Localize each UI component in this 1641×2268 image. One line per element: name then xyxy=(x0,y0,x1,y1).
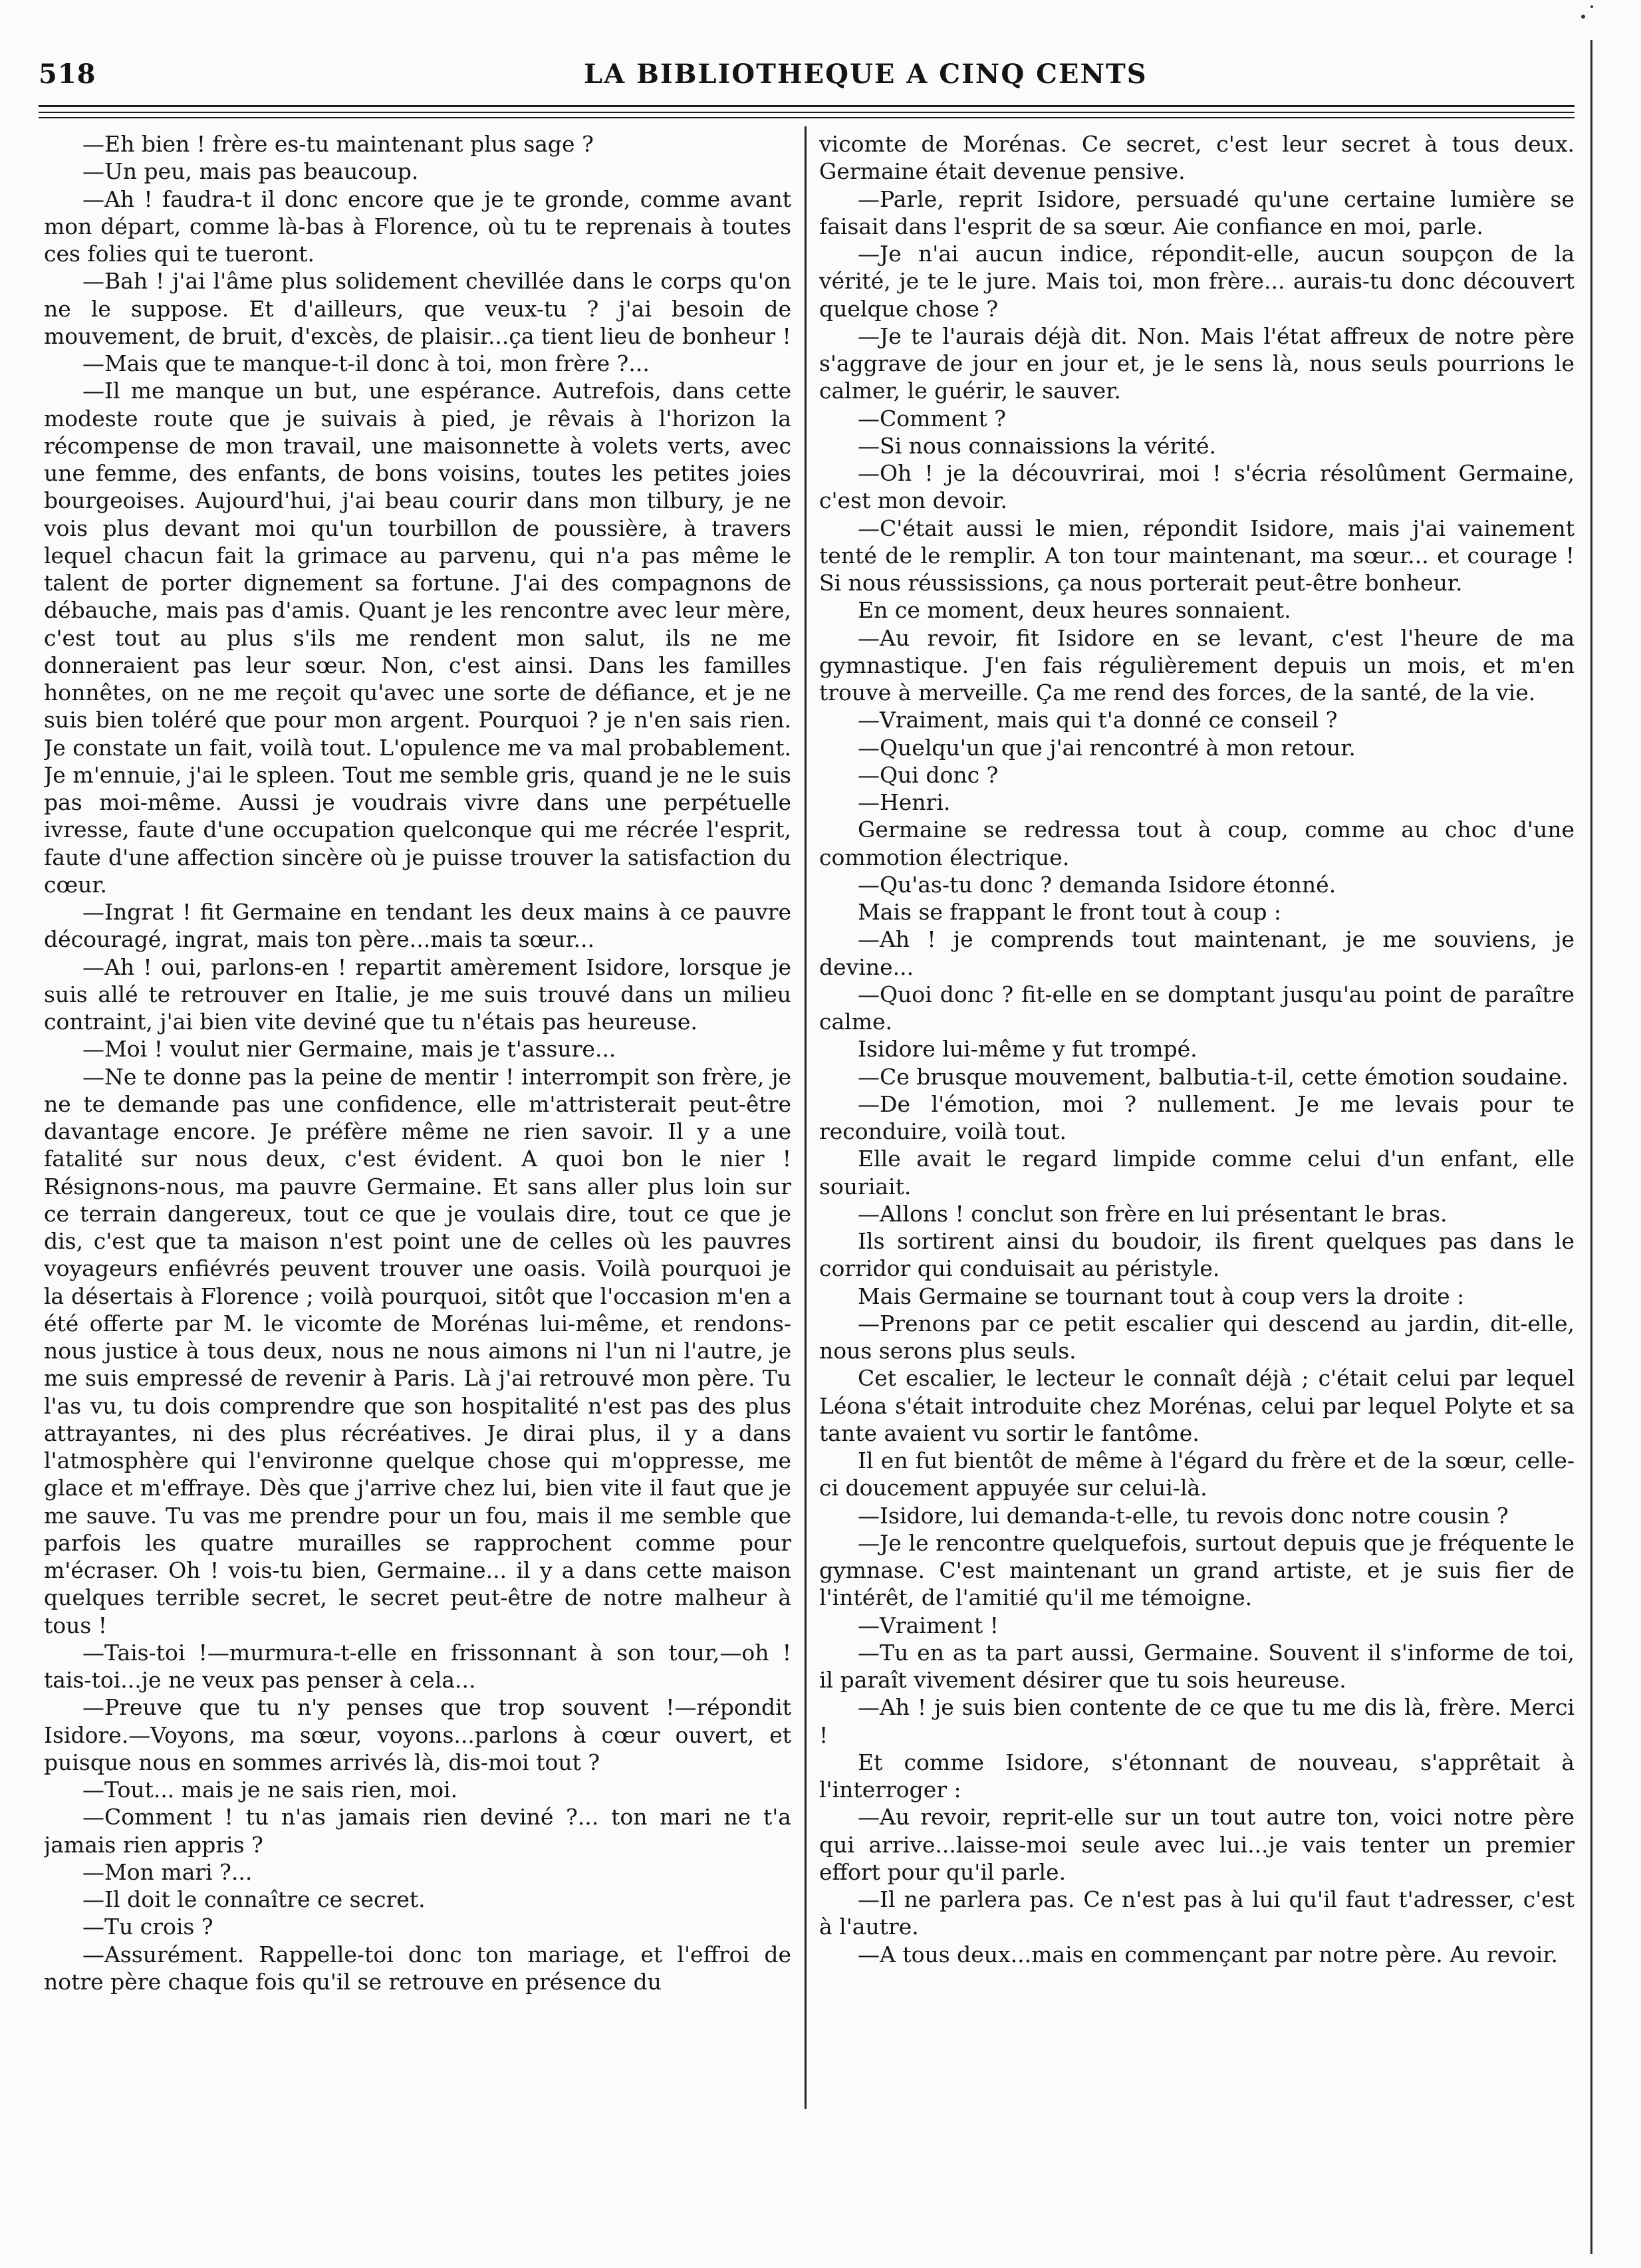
ink-speck xyxy=(1581,15,1585,19)
paragraph: vicomte de Morénas. Ce secret, c'est leur secret à tous deux. Germaine était devenue pensive. xyxy=(819,131,1575,185)
paragraph: —Vraiment, mais qui t'a donné ce conseil ? xyxy=(858,707,1338,733)
running-title: LA BIBLIOTHEQUE A CINQ CENTS xyxy=(584,59,1148,90)
paragraph: —Tu en as ta part aussi, Germaine. Souvent il s'informe de toi, il paraît vivement désirer que tu sois heureuse. xyxy=(819,1639,1575,1693)
paragraph: —Vraiment ! xyxy=(858,1612,999,1638)
paragraph: —Isidore, lui demanda-t-elle, tu revois donc notre cousin ? xyxy=(858,1502,1509,1529)
page-header xyxy=(39,59,1575,98)
left-text-column xyxy=(44,130,791,2112)
right-text-column xyxy=(819,130,1575,2112)
paragraph: Mais Germaine se tournant tout à coup vers la droite : xyxy=(858,1283,1465,1309)
paragraph: —Au revoir, reprit-elle sur un tout autre ton, voici notre père qui arrive...laisse-moi seule avec lui...je vais tenter un premier effort pour qu'il parle. xyxy=(819,1804,1575,1885)
paragraph: —Au revoir, fit Isidore en se levant, c'est l'heure de ma gymnastique. J'en fais régulièrement depuis un mois, et m'en trouve à merveille. Ça me rend des forces, de la santé, de la vie. xyxy=(819,624,1575,705)
paragraph: —C'était aussi le mien, répondit Isidore, mais j'ai vainement tenté de le remplir. A ton tour maintenant, ma sœur... et courage ! Si nous réussissions, ça nous porterait peut-être bonheur. xyxy=(819,515,1575,596)
page-number: 518 xyxy=(39,59,96,90)
paragraph: —Comment ? xyxy=(858,405,1006,432)
paragraph: —Preuve que tu n'y penses que trop souvent !—répondit Isidore.—Voyons, ma sœur, voyons...parlons à cœur ouvert, et puisque nous en sommes arrivés là, dis-moi tout ? xyxy=(44,1694,791,1775)
paragraph: —Allons ! conclut son frère en lui présentant le bras. xyxy=(858,1200,1448,1227)
paragraph: Et comme Isidore, s'étonnant de nouveau, s'apprêtait à l'interroger : xyxy=(819,1749,1575,1803)
paragraph: —Ce brusque mouvement, balbutia-t-il, cette émotion soudaine. xyxy=(858,1063,1569,1090)
ink-speck xyxy=(1590,5,1593,8)
header-rule xyxy=(39,105,1575,107)
paragraph: Mais se frappant le front tout à coup : xyxy=(858,899,1282,925)
header-rule xyxy=(39,112,1575,113)
paragraph: Elle avait le regard limpide comme celui d'un enfant, elle souriait. xyxy=(819,1146,1575,1199)
paragraph: —Oh ! je la découvrirai, moi ! s'écria résolûment Germaine, c'est mon devoir. xyxy=(819,460,1575,514)
paragraph: —Qu'as-tu donc ? demanda Isidore étonné. xyxy=(858,871,1336,898)
column-divider xyxy=(805,126,807,2109)
paragraph: —Je le rencontre quelquefois, surtout depuis que je fréquente le gymnase. C'est maintenant un grand artiste, et je suis fier de l'intérêt, de l'amitié qu'il me témoigne. xyxy=(819,1529,1575,1611)
paragraph: —Henri. xyxy=(858,789,951,815)
paragraph: —De l'émotion, moi ? nullement. Je me levais pour te reconduire, voilà tout. xyxy=(819,1090,1575,1144)
paragraph: —Prenons par ce petit escalier qui descend au jardin, dit-elle, nous serons plus seuls. xyxy=(819,1310,1575,1364)
paragraph: —Il doit le connaître ce secret. xyxy=(82,1886,426,1912)
paragraph: —Il me manque un but, une espérance. Autrefois, dans cette modeste route que je suivais à pied, je rêvais à l'horizon la récompense de mon travail, une maisonnette à volets verts, avec une femme, des enfants, de bons voisins, toutes les petites joies bourgeoises. Aujourd'hui, j'ai beau courir dans mon tilbury, je ne vois plus devant moi qu'un tourbillon de poussière, à travers lequel chacun fait la grimace au parvenu, qui n'a pas même le talent de porter dignement sa fortune. J'ai des compagnons de débauche, mais pas d'amis. Quant je les rencontre avec leur mère, c'est tout au plus s'ils me rendent mon salut, ils ne me donneraient pas leur sœur. Non, c'est ainsi. Dans les familles honnêtes, on ne me reçoit qu'avec une sorte de défiance, et je ne suis bien toléré que pour mon argent. Pourquoi ? je n'en sais rien. Je constate un fait, voilà tout. L'opulence me va mal probablement. Je m'ennuie, j'ai le spleen. Tout me semble gris, quand je ne le suis pas moi-même. Aussi je voudrais vivre dans une perpétuelle ivresse, faute d'une occupation quelconque qui me récrée l'esprit, faute d'une affection sincère où je puisse trouver la satisfaction du cœur. xyxy=(44,378,791,898)
paragraph: —Quoi donc ? fit-elle en se domptant jusqu'au point de paraître calme. xyxy=(819,981,1575,1035)
paragraph: —Qui donc ? xyxy=(858,761,999,788)
paragraph: —Quelqu'un que j'ai rencontré à mon retour. xyxy=(858,734,1356,761)
paragraph: En ce moment, deux heures sonnaient. xyxy=(858,597,1291,624)
paragraph: —Assurément. Rappelle-toi donc ton mariage, et l'effroi de notre père chaque fois qu'il se retrouve en présence du xyxy=(44,1941,791,1995)
page-edge-line xyxy=(1590,40,1592,2254)
paragraph: —Tu crois ? xyxy=(82,1914,213,1940)
paragraph: —Je te l'aurais déjà dit. Non. Mais l'état affreux de notre père s'aggrave de jour en jour et, je le sens là, nous seuls pourrions le calmer, le guérir, le sauver. xyxy=(819,322,1575,404)
paragraph: —Si nous connaissions la vérité. xyxy=(858,432,1217,459)
paragraph: —Tout... mais je ne sais rien, moi. xyxy=(82,1777,458,1803)
paragraph: —Il ne parlera pas. Ce n'est pas à lui qu'il faut t'adresser, c'est à l'autre. xyxy=(819,1886,1575,1940)
paragraph: —Ah ! faudra-t il donc encore que je te gronde, comme avant mon départ, comme là-bas à Florence, où tu te reprenais à toutes ces folies qui te tueront. xyxy=(44,186,791,267)
paragraph: —Parle, reprit Isidore, persuadé qu'une certaine lumière se faisait dans l'esprit de sa sœur. Aie confiance en moi, parle. xyxy=(819,186,1575,239)
paragraph: —Moi ! voulut nier Germaine, mais je t'assure... xyxy=(82,1036,616,1063)
paragraph: Cet escalier, le lecteur le connaît déjà ; c'était celui par lequel Léona s'était introduite chez Morénas, celui par lequel Polyte et sa tante avaient vu sortir le fantôme. xyxy=(819,1365,1575,1446)
paragraph: —Mais que te manque-t-il donc à toi, mon frère ?... xyxy=(82,350,650,376)
paragraph: —Un peu, mais pas beaucoup. xyxy=(82,158,419,185)
paragraph: —Ne te donne pas la peine de mentir ! interrompit son frère, je ne te demande pas une confidence, elle m'attristerait peut-être davantage encore. Je préfère même ne rien savoir. Il y a une fatalité sur nous deux, c'est évident. A quoi bon le nier ! Résignons-nous, ma pauvre Germaine. Et sans aller plus loin sur ce terrain dangereux, tout ce que je voulais dire, tout ce que je dis, c'est que ta maison n'est point une de celles où les pauvres voyageurs enfiévrés peuvent trouver une oasis. Voilà pourquoi je la désertais à Florence ; voilà pourquoi, sitôt que l'occasion m'en a été offerte par M. le vicomte de Morénas lui-même, et rendons-nous justice à tous deux, nous ne nous aimons ni l'un ni l'autre, je me suis empressé de revenir à Paris. Là j'ai retrouvé mon père. Tu l'as vu, tu dois comprendre que son hospitalité n'est pas des plus attrayantes, ni des plus récréatives. Je dirai plus, il y a dans l'atmosphère qui l'environne quelque chose qui m'oppresse, me glace et m'effraye. Dès que j'arrive chez lui, bien vite il faut que je me sauve. Tu vas me prendre pour un fou, mais il me semble que parfois les quatre murailles se rapprochent comme pour m'écraser. Oh ! vois-tu bien, Germaine... il y a dans cette maison quelques terrible secret, le secret peut-être de notre malheur à tous ! xyxy=(44,1063,791,1638)
paragraph: —Comment ! tu n'as jamais rien deviné ?... ton mari ne t'a jamais rien appris ? xyxy=(44,1804,791,1858)
paragraph: —Eh bien ! frère es-tu maintenant plus sage ? xyxy=(82,131,594,157)
paragraph: Isidore lui-même y fut trompé. xyxy=(858,1036,1198,1063)
paragraph: —A tous deux...mais en commençant par notre père. Au revoir. xyxy=(858,1941,1558,1967)
paragraph: —Tais-toi !—murmura-t-elle en frissonnant à son tour,—oh ! tais-toi...je ne veux pas penser à cela... xyxy=(44,1639,791,1693)
paragraph: Il en fut bientôt de même à l'égard du frère et de la sœur, celle-ci doucement appuyée sur celui-là. xyxy=(819,1448,1575,1501)
paragraph: —Ah ! je suis bien contente de ce que tu me dis là, frère. Merci ! xyxy=(819,1694,1575,1748)
paragraph: —Mon mari ?... xyxy=(82,1858,253,1885)
paragraph: —Bah ! j'ai l'âme plus solidement chevillée dans le corps qu'on ne le suppose. Et d'ailleurs, que veux-tu ? j'ai besoin de mouvement, de bruit, d'excès, de plaisir...ça tient lieu de bonheur ! xyxy=(44,268,791,349)
paragraph: —Ah ! oui, parlons-en ! repartit amèrement Isidore, lorsque je suis allé te retrouver en Italie, je me suis trouvé dans un milieu contraint, j'ai bien vite deviné que tu n'étais pas heureuse. xyxy=(44,953,791,1035)
paragraph: —Je n'ai aucun indice, répondit-elle, aucun soupçon de la vérité, je te le jure. Mais toi, mon frère... aurais-tu donc découvert quelque chose ? xyxy=(819,241,1575,322)
paragraph: —Ingrat ! fit Germaine en tendant les deux mains à ce pauvre découragé, ingrat, mais ton père...mais ta sœur... xyxy=(44,899,791,953)
header-rule xyxy=(39,117,1575,118)
paragraph: Germaine se redressa tout à coup, comme au choc d'une commotion électrique. xyxy=(819,817,1575,870)
paragraph: Ils sortirent ainsi du boudoir, ils firent quelques pas dans le corridor qui conduisait au péristyle. xyxy=(819,1228,1575,1282)
paragraph: —Ah ! je comprends tout maintenant, je me souviens, je devine... xyxy=(819,926,1575,980)
